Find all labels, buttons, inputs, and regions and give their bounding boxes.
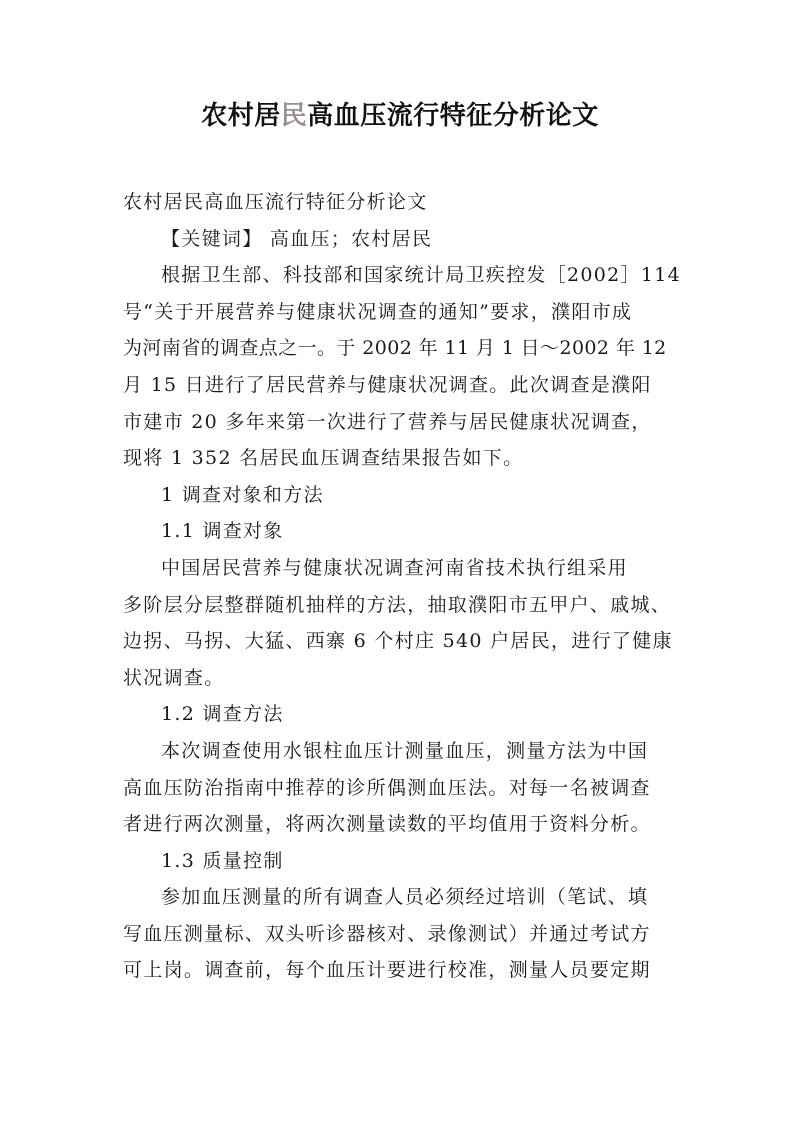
paragraph-line: 月 15 日进行了居民营养与健康状况调查。此次调查是濮阳 (123, 373, 652, 396)
keywords-line: 【关键词】 高血压；农村居民 (161, 227, 433, 250)
subsection-heading: 1.3 质量控制 (161, 849, 284, 872)
paragraph-line: 本次调查使用水银柱血压计测量血压，测量方法为中国 (161, 739, 649, 762)
subsection-heading: 1.1 调查对象 (161, 520, 284, 543)
paragraph-line: 多阶层分层整群随机抽样的方法，抽取濮阳市五甲户、戚城、 (123, 593, 672, 616)
paragraph-line: 现将 1 352 名居民血压调查结果报告如下。 (123, 447, 524, 470)
body-subtitle: 农村居民高血压流行特征分析论文 (123, 191, 428, 213)
title-text-start: 农村居 (201, 101, 281, 131)
document-title (0, 96, 800, 136)
paragraph-line: 根据卫生部、科技部和国家统计局卫疾控发［2002］114 (161, 264, 682, 287)
paragraph-line: 参加血压测量的所有调查人员必须经过培训（笔试、填 (161, 886, 649, 909)
paragraph-line: 市建市 20 多年来第一次进行了营养与居民健康状况调查， (123, 410, 652, 433)
title-text-highlight: 民 (280, 101, 308, 131)
paragraph-line: 可上岗。调查前，每个血压计要进行校准，测量人员要定期 (123, 959, 651, 982)
paragraph-line: 状况调查。 (123, 666, 225, 689)
paragraph-line: 中国居民营养与健康状况调查河南省技术执行组采用 (161, 556, 628, 579)
paragraph-line: 高血压防治指南中推荐的诊所偶测血压法。对每一名被调查 (123, 776, 651, 799)
subsection-heading: 1.2 调查方法 (161, 703, 284, 726)
paragraph-line: 号“关于开展营养与健康状况调查的通知”要求，濮阳市成 (123, 300, 633, 323)
paragraph-line: 者进行两次测量，将两次测量读数的平均值用于资料分析。 (123, 813, 651, 836)
paragraph-line: 写血压测量标、双头听诊器核对、录像测试）并通过考试方 (123, 922, 651, 945)
document-body (123, 184, 695, 989)
paragraph-line: 边拐、马拐、大猛、西寨 6 个村庄 540 户居民，进行了健康 (123, 630, 673, 653)
paragraph-line: 为河南省的调查点之一。于 2002 年 11 月 1 日～2002 年 12 (123, 337, 667, 360)
title-text-end: 高血压流行特征分析论文 (307, 101, 599, 131)
section-heading: 1 调查对象和方法 (161, 483, 324, 506)
